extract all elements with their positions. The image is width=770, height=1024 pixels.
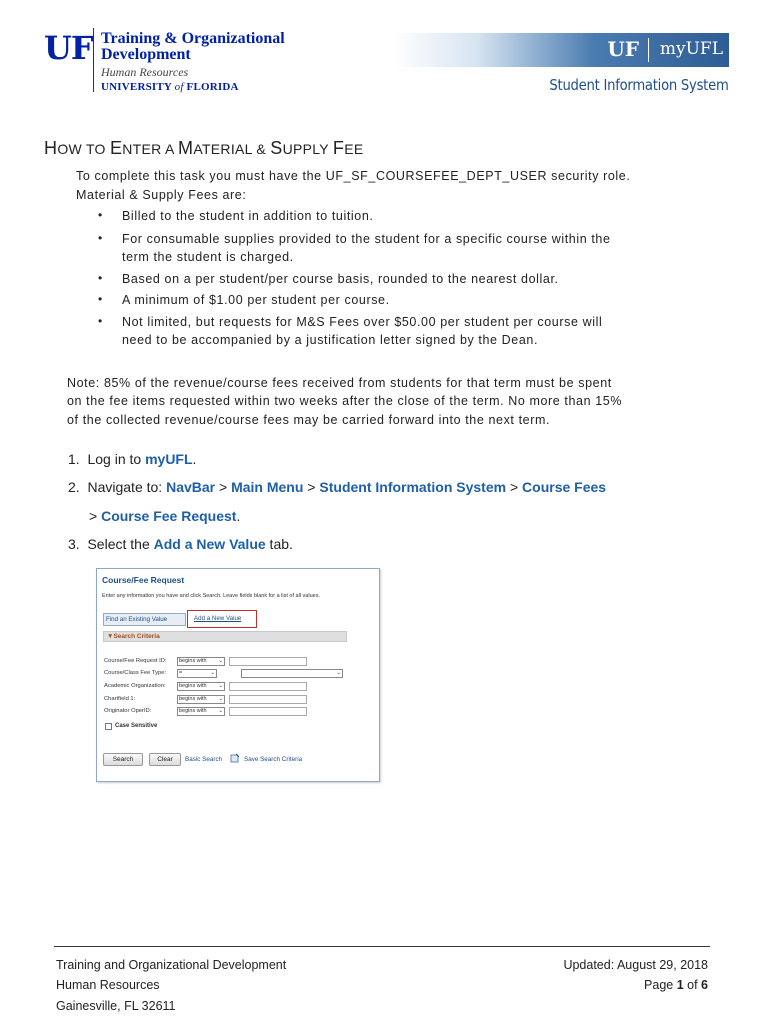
title-segment: S (270, 138, 283, 158)
chevron-down-icon: ⌄ (218, 696, 223, 702)
footer-updated: Updated: August 29, 2018 (563, 958, 708, 972)
chartfield-input[interactable] (229, 695, 307, 704)
field-label: Course/Class Fee Type: (104, 670, 167, 676)
search-button[interactable]: Search (103, 753, 143, 766)
bullet-5-line-1: Not limited, but requests for M&S Fees over $50.00 per student per course will (122, 315, 603, 329)
title-segment: UPPLY (282, 141, 333, 157)
intro-line-1: To complete this task you must have the UF_SF_COURSEFEE_DEPT_USER security role. (76, 169, 631, 183)
title-segment: EE (344, 141, 364, 157)
tab-add-new-value[interactable]: Add a New Value (194, 615, 242, 622)
university-name: UNIVERSITY of FLORIDA (101, 81, 239, 93)
operator-select[interactable]: begins with ⌄ (179, 708, 223, 714)
dept-name: Human Resources (101, 65, 189, 79)
banner-uf-logo: UF (607, 37, 639, 61)
chevron-down-icon: ⌄ (218, 683, 223, 689)
bullet-icon: • (98, 231, 103, 245)
operator-select[interactable]: = ⌄ (179, 670, 215, 676)
note-line-2: on the fee items requested within two weeks after the close of the term. No more than 15% (67, 394, 623, 408)
chevron-down-icon: ⌄ (336, 670, 341, 676)
case-sensitive-label: Case Sensitive (115, 723, 158, 729)
basic-search-link[interactable]: Basic Search (185, 756, 223, 763)
screenshot-instructions: Enter any information you have and click Search. Leave fields blank for a list of all values. (102, 593, 320, 599)
save-search-icon[interactable] (230, 753, 240, 763)
operator-select[interactable]: begins with ⌄ (179, 696, 223, 702)
step-2: 2. Navigate to: NavBar > Main Menu > Student Information System > Course Fees (68, 479, 607, 495)
case-sensitive-checkbox[interactable] (105, 723, 112, 730)
main-menu-link[interactable]: Main Menu (231, 479, 304, 495)
myufl-banner (393, 33, 729, 67)
title-segment: ATERIAL & (193, 141, 271, 157)
intro-line-2: Material & Supply Fees are: (76, 188, 247, 202)
bullet-5-line-2: need to be accompanied by a justification letter signed by the Dean. (122, 333, 539, 347)
title-segment: H (44, 138, 58, 158)
course-fee-request-id-input[interactable] (229, 657, 307, 666)
page-title (44, 138, 363, 159)
org-header (93, 28, 285, 93)
search-criteria-label: ▼ Search Criteria (107, 633, 160, 640)
title-segment: NTER A (122, 141, 179, 157)
uf-logo: UF (44, 29, 93, 67)
bullet-1: Billed to the student in addition to tuition. (122, 209, 374, 223)
academic-organization-input[interactable] (229, 682, 307, 691)
myufl-link[interactable]: myUFL (145, 451, 193, 467)
footer-city: Gainesville, FL 32611 (56, 999, 176, 1013)
page-number: Page 1 of 6 (644, 978, 708, 992)
field-label: Chartfield 1: (104, 696, 136, 702)
footer-org: Training and Organizational Development (56, 958, 287, 972)
field-label: Course/Fee Request ID: (104, 658, 167, 664)
bullet-icon: • (98, 271, 103, 285)
tab-find-existing-value[interactable]: Find an Existing Value (103, 613, 186, 626)
add-new-value-link[interactable]: Add a New Value (153, 536, 266, 552)
save-search-criteria-link[interactable]: Save Search Criteria (244, 756, 303, 763)
system-title: Student Information System (549, 76, 729, 94)
chevron-down-icon: ⌄ (218, 708, 223, 714)
course-fee-request-link[interactable]: Course Fee Request (101, 508, 237, 524)
step-3: 3. Select the Add a New Value tab. (68, 536, 293, 552)
student-info-system-link[interactable]: Student Information System (319, 479, 507, 495)
clear-button[interactable]: Clear (149, 753, 181, 766)
bullet-4: A minimum of $1.00 per student per course. (122, 293, 390, 307)
bullet-icon: • (98, 314, 103, 328)
title-segment: F (332, 138, 345, 158)
banner-myufl-logo: myUFL (659, 39, 723, 59)
field-label: Originator OperID: (104, 708, 152, 714)
bullet-3: Based on a per student/per course basis, rounded to the nearest dollar. (122, 272, 559, 286)
course-fees-link[interactable]: Course Fees (522, 479, 607, 495)
footer-divider (54, 946, 710, 947)
title-segment: E (109, 138, 123, 158)
fee-type-select[interactable] (241, 669, 343, 678)
title-segment: OW TO (57, 141, 110, 157)
org-name-line2: Development (101, 46, 191, 63)
org-name-line1: Training & Organizational (101, 30, 285, 47)
note-line-1: Note: 85% of the revenue/course fees received from students for that term must be spent (67, 376, 612, 390)
course-fee-request-screenshot (96, 568, 380, 782)
bullet-2-line-1: For consumable supplies provided to the student for a specific course within the (122, 232, 611, 246)
note-line-3: of the collected revenue/course fees may be carried forward into the next term. (67, 413, 551, 427)
operator-select[interactable]: begins with ⌄ (179, 658, 223, 664)
field-label: Academic Organization: (104, 683, 166, 689)
banner-divider (648, 38, 649, 62)
step-2-continued: > Course Fee Request. (89, 508, 241, 524)
originator-operid-input[interactable] (229, 707, 307, 716)
chevron-down-icon: ⌄ (210, 670, 215, 676)
bullet-icon: • (98, 292, 103, 306)
title-segment: M (178, 138, 194, 158)
bullet-icon: • (98, 208, 103, 222)
screenshot-title: Course/Fee Request (102, 575, 185, 585)
operator-select[interactable]: begins with ⌄ (179, 683, 223, 689)
bullet-2-line-2: term the student is charged. (122, 250, 294, 264)
footer-dept: Human Resources (56, 978, 160, 992)
step-1: 1. Log in to myUFL. (68, 451, 197, 467)
navbar-link[interactable]: NavBar (166, 479, 216, 495)
chevron-down-icon: ⌄ (218, 658, 223, 664)
